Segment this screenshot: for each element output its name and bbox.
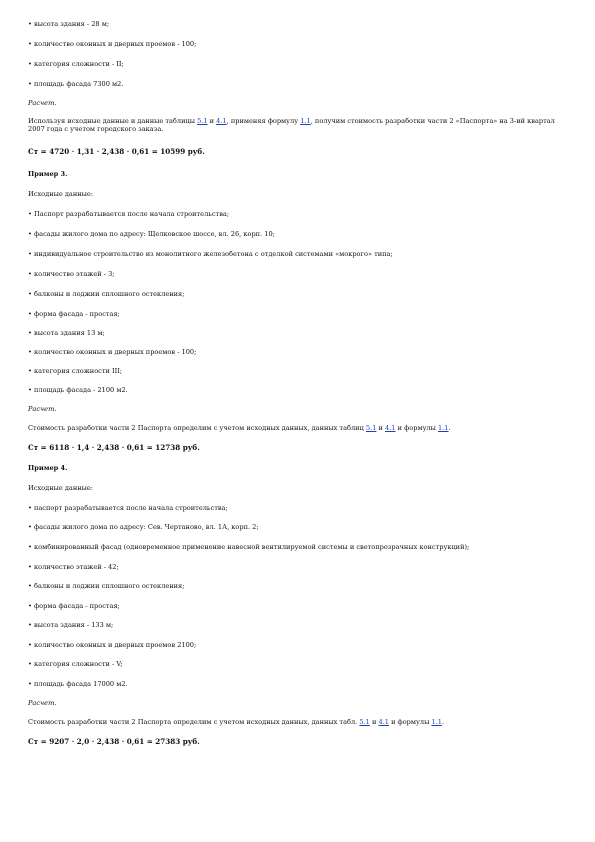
calc-label: Расчет. xyxy=(28,99,57,107)
calc-label: Расчет. xyxy=(28,699,57,707)
formula: Ст = 6118 · 1,4 · 2,438 · 0,61 = 12738 руб. xyxy=(28,443,200,452)
list-item: • количество оконных и дверных проемов - 100; xyxy=(28,348,197,356)
list-item: • категория сложности - V; xyxy=(28,660,123,668)
example-heading: Пример 4. xyxy=(28,464,68,472)
list-item: • Паспорт разрабатывается после начала строительства; xyxy=(28,210,230,218)
table-link[interactable]: 5.1 xyxy=(197,117,208,125)
table-link[interactable]: 4.1 xyxy=(385,424,396,432)
list-item: • форма фасада - простая; xyxy=(28,602,120,610)
list-item: • площадь фасада 7300 м2. xyxy=(28,80,124,88)
formula-link[interactable]: 1.1 xyxy=(300,117,311,125)
list-item: • площадь фасада 17000 м2. xyxy=(28,680,128,688)
calc-paragraph: Используя исходные данные и данные таблицы 5.1 и 4.1, применяя формулу 1.1, получим стоимость разработки части 2 «Паспорта» на 3-ий квартал 2007 года с учетом городского заказа. xyxy=(28,117,555,133)
table-link[interactable]: 4.1 xyxy=(378,718,389,726)
list-item: • комбинированный фасад (одновременное применение навесной вентилируемой системы и светопрозрачных конструкций); xyxy=(28,543,470,551)
list-item: • балконы и лоджии сплошного остекления; xyxy=(28,290,185,298)
list-item: • высота здания - 28 м; xyxy=(28,20,110,28)
list-item: • количество этажей - 42; xyxy=(28,563,119,571)
list-item: • количество оконных и дверных проемов 2100; xyxy=(28,641,197,649)
source-label: Исходные данные: xyxy=(28,190,93,198)
list-item: • количество этажей - 3; xyxy=(28,270,115,278)
list-item: • фасады жилого дома по адресу: Щелковское шоссе, вл. 26, корп. 10; xyxy=(28,230,275,238)
table-link[interactable]: 4.1 xyxy=(216,117,227,125)
table-link[interactable]: 5.1 xyxy=(359,718,370,726)
list-item: • балконы и лоджии сплошного остекления; xyxy=(28,582,185,590)
list-item: • паспорт разрабатывается после начала строительства; xyxy=(28,504,228,512)
calc-label: Расчет. xyxy=(28,405,57,413)
calc-paragraph: Стоимость разработки части 2 Паспорта определим с учетом исходных данных, данных таблиц 5.1 и 4.1 и формулы 1.1. xyxy=(28,424,451,432)
list-item: • категория сложности III; xyxy=(28,367,123,375)
list-item: • форма фасада - простая; xyxy=(28,310,120,318)
table-link[interactable]: 5.1 xyxy=(365,424,377,432)
list-item: • количество оконных и дверных проемов - 100; xyxy=(28,40,197,48)
example-heading: Пример 3. xyxy=(28,170,68,178)
list-item: • высота здания 13 м; xyxy=(28,329,105,337)
list-item: • фасады жилого дома по адресу: Сев. Чертаново, вл. 1А, корп. 2; xyxy=(28,523,259,531)
list-item: • индивидуальное строительство из монолитного железобетона с отделкой системами «мокрого» типа; xyxy=(28,250,393,258)
formula: Ст = 9207 · 2,0 · 2,438 · 0,61 = 27383 руб. xyxy=(28,737,200,746)
formula-link[interactable]: 1.1 xyxy=(437,424,449,432)
list-item: • категория сложности - II; xyxy=(28,60,124,68)
list-item: • площадь фасада - 2100 м2. xyxy=(28,386,128,394)
formula: Ст = 4720 · 1,31 · 2,438 · 0,61 = 10599 руб. xyxy=(28,147,205,156)
formula-link[interactable]: 1.1 xyxy=(431,718,442,726)
calc-paragraph: Стоимость разработки части 2 Паспорта определим с учетом исходных данных, данных табл. 5.1 и 4.1 и формулы 1.1. xyxy=(28,718,445,726)
list-item: • высота здания - 133 м; xyxy=(28,621,114,629)
source-label: Исходные данные: xyxy=(28,484,93,492)
